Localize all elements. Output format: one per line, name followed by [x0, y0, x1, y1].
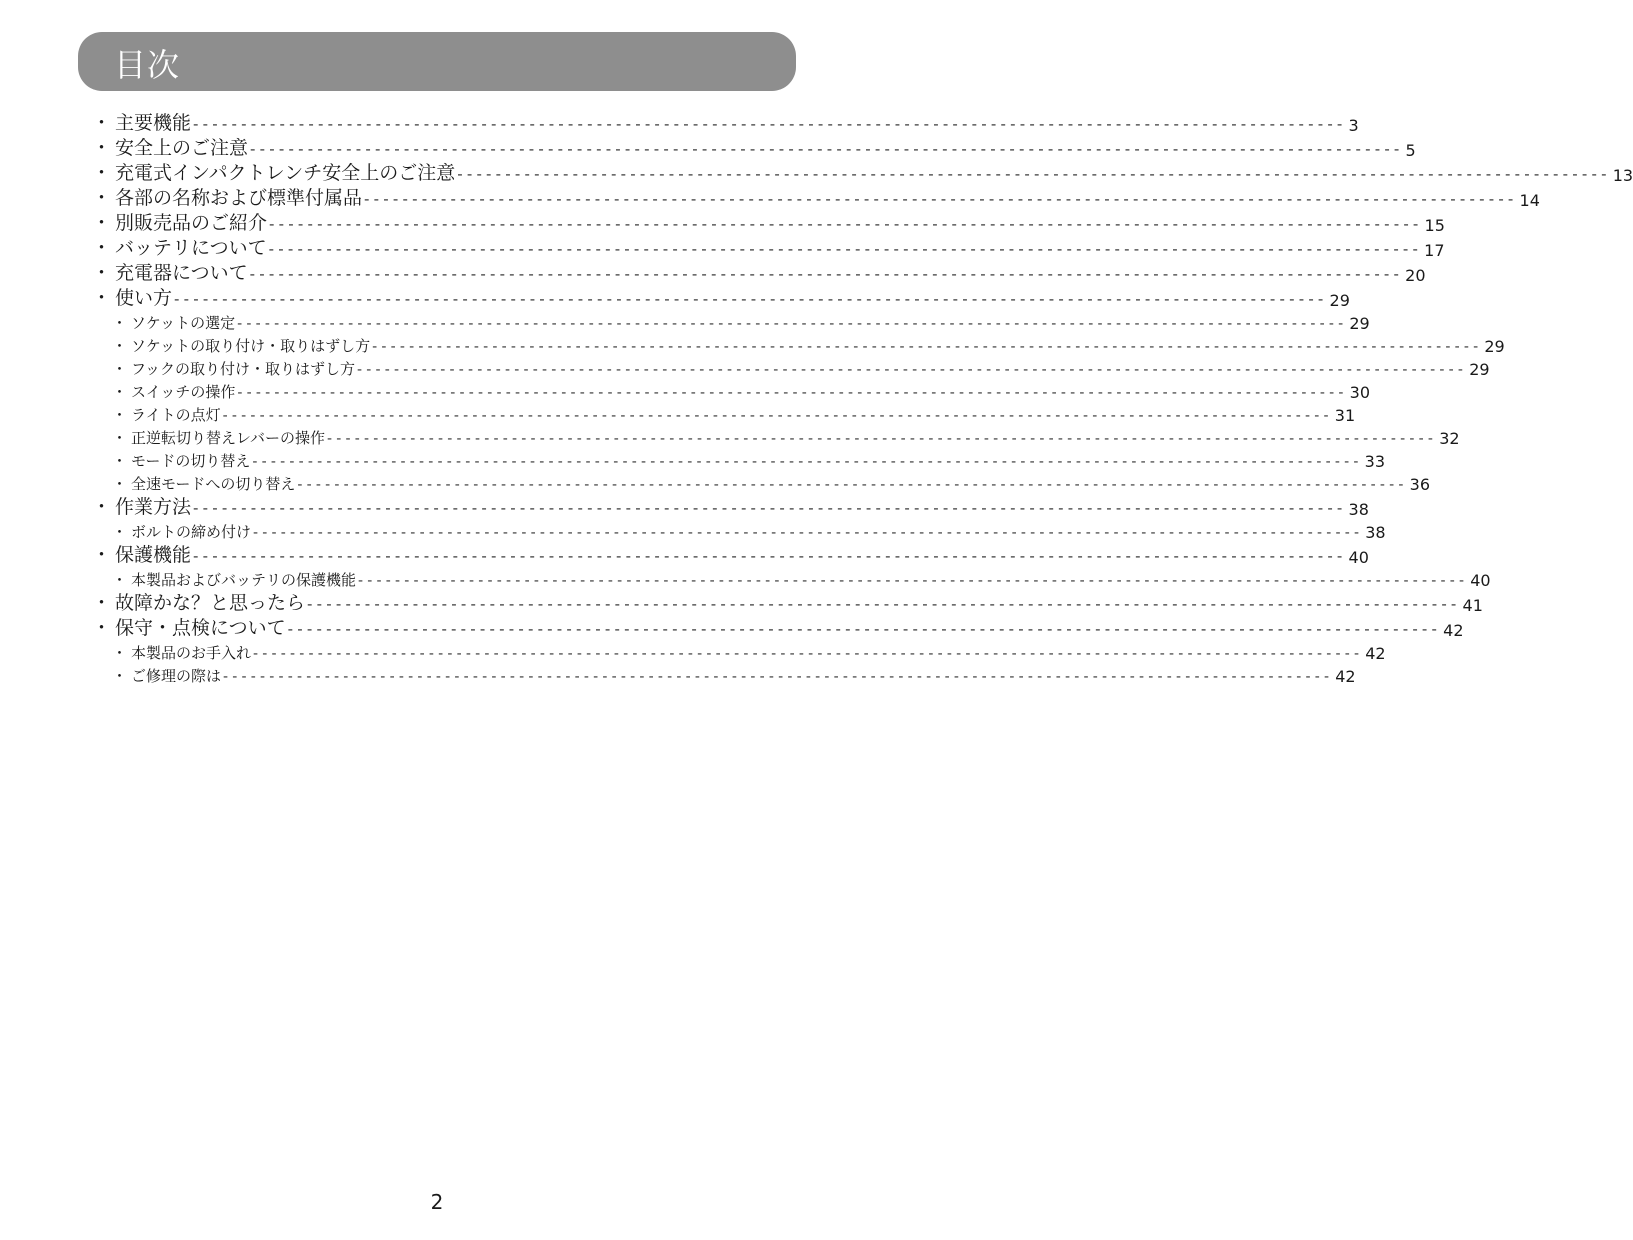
toc-entry[interactable]	[92, 425, 1460, 448]
toc-entry-text: フックの取り付け・取りはずし方	[131, 360, 355, 378]
toc-entry[interactable]	[92, 448, 1385, 471]
dot-leader: ------------------------------------------------------------------------------------------------------------------------	[253, 646, 1364, 662]
toc-page-number: 42	[1365, 644, 1386, 663]
toc-entry[interactable]	[92, 356, 1490, 379]
toc-entry-label	[92, 613, 286, 640]
toc-entry-label	[92, 158, 455, 185]
toc-page-number: 14	[1519, 191, 1540, 210]
toc-entry-label	[92, 258, 248, 285]
bullet-icon: ・	[112, 571, 128, 589]
toc-entry-text: 本製品のお手入れ	[131, 644, 252, 662]
toc-entry-text: 本製品およびバッテリの保護機能	[131, 571, 357, 589]
toc-page-number: 40	[1348, 548, 1369, 567]
toc-entry-text: バッテリについて	[115, 237, 267, 259]
toc-entry-text: 正逆転切り替えレバーの操作	[131, 429, 325, 447]
bullet-icon: ・	[112, 667, 128, 685]
toc-page-number: 29	[1484, 337, 1505, 356]
dot-leader: ------------------------------------------------------------------------------------------------------------------------	[457, 165, 1611, 183]
toc-page-number: 32	[1439, 429, 1460, 448]
toc-entry-label	[92, 183, 362, 210]
toc-entry-label	[112, 381, 235, 402]
toc-entry-text: モードの切り替え	[131, 452, 251, 470]
toc-entry[interactable]	[92, 333, 1505, 356]
toc-page-number: 30	[1349, 383, 1370, 402]
bullet-icon: ・	[92, 496, 112, 518]
dot-leader: ------------------------------------------------------------------------------------------------------------------------	[193, 115, 1347, 133]
toc-page-number: 15	[1424, 216, 1445, 235]
toc-entry-text: ソケットの選定	[131, 314, 236, 332]
toc-entry-text: ご修理の際は	[131, 667, 222, 685]
bullet-icon: ・	[112, 429, 128, 447]
toc-page-number: 31	[1334, 406, 1356, 425]
toc-entry-text: スイッチの操作	[131, 383, 236, 401]
toc-page-number: 42	[1335, 667, 1356, 686]
toc-entry-label	[112, 335, 370, 356]
toc-page-number: 3	[1348, 116, 1359, 135]
dot-leader: ------------------------------------------------------------------------------------------------------------------------	[252, 454, 1363, 470]
dot-leader: ------------------------------------------------------------------------------------------------------------------------	[237, 316, 1348, 332]
dot-leader: ------------------------------------------------------------------------------------------------------------------------	[250, 140, 1404, 158]
toc-entry[interactable]	[92, 494, 1369, 519]
dot-leader: ------------------------------------------------------------------------------------------------------------------------	[287, 620, 1442, 638]
dot-leader: ------------------------------------------------------------------------------------------------------------------------	[174, 290, 1328, 308]
toc-entry[interactable]	[92, 310, 1370, 333]
toc-entry-text: 主要機能	[115, 112, 192, 134]
dot-leader: ------------------------------------------------------------------------------------------------------------------------	[237, 385, 1348, 401]
toc-entry-text: 保守・点検について	[115, 617, 286, 639]
toc-entry-text: 故障かな？と思ったら	[115, 592, 306, 614]
bullet-icon: ・	[112, 406, 128, 424]
bullet-icon: ・	[92, 137, 112, 159]
toc-entry-text: 充電式インパクトレンチ安全上のご注意	[115, 162, 456, 184]
toc-entry-text: 充電器について	[115, 262, 248, 284]
toc-entry-label	[112, 521, 251, 542]
toc-page-number: 42	[1443, 621, 1464, 640]
toc-entry-label	[92, 540, 191, 567]
bullet-icon: ・	[112, 383, 128, 401]
bullet-icon: ・	[92, 544, 112, 566]
toc-entry-label	[112, 358, 355, 379]
bullet-icon: ・	[112, 452, 128, 470]
toc-entry[interactable]	[92, 402, 1356, 425]
bullet-icon: ・	[112, 314, 128, 332]
dot-leader: ------------------------------------------------------------------------------------------------------------------------	[372, 339, 1483, 355]
toc-entry[interactable]	[92, 542, 1369, 567]
toc-page-number: 38	[1348, 500, 1369, 519]
table-of-contents	[92, 110, 1633, 686]
toc-entry[interactable]	[92, 210, 1445, 235]
toc-entry[interactable]	[92, 519, 1386, 542]
toc-page-number: 17	[1424, 241, 1445, 260]
toc-entry[interactable]	[92, 185, 1540, 210]
toc-entry-label	[112, 312, 235, 333]
bullet-icon: ・	[92, 212, 112, 234]
toc-entry[interactable]	[92, 567, 1491, 590]
toc-page-number: 33	[1364, 452, 1385, 471]
bullet-icon: ・	[112, 644, 128, 662]
dot-leader: ------------------------------------------------------------------------------------------------------------------------	[307, 595, 1461, 613]
toc-entry[interactable]	[92, 110, 1359, 135]
toc-page-number: 29	[1329, 291, 1350, 310]
bullet-icon: ・	[112, 360, 128, 378]
toc-entry-text: ライトの点灯	[131, 406, 221, 424]
toc-entry-label	[112, 473, 295, 494]
toc-entry-label	[92, 492, 191, 519]
toc-entry-text: 使い方	[115, 287, 173, 309]
toc-entry-text: 作業方法	[115, 496, 192, 518]
toc-entry-text: ソケットの取り付け・取りはずし方	[131, 337, 371, 355]
page-title: 目次	[114, 46, 181, 84]
bullet-icon: ・	[92, 112, 112, 134]
bullet-icon: ・	[92, 617, 112, 639]
toc-page-number: 20	[1405, 266, 1426, 285]
toc-entry-label	[92, 283, 172, 310]
toc-entry-label	[112, 665, 221, 686]
bullet-icon: ・	[92, 287, 112, 309]
toc-entry-label	[112, 404, 221, 425]
dot-leader: ------------------------------------------------------------------------------------------------------------------------	[193, 499, 1347, 517]
toc-page-number: 36	[1409, 475, 1430, 494]
toc-entry-label	[92, 208, 267, 235]
dot-leader: ------------------------------------------------------------------------------------------------------------------------	[356, 362, 1468, 378]
bullet-icon: ・	[92, 187, 112, 209]
bullet-icon: ・	[112, 475, 128, 493]
bullet-icon: ・	[92, 237, 112, 259]
toc-page-number: 41	[1462, 596, 1483, 615]
toc-entry-text: 全速モードへの切り替え	[131, 475, 296, 493]
dot-leader: ------------------------------------------------------------------------------------------------------------------------	[326, 431, 1438, 447]
toc-page-number: 29	[1349, 314, 1370, 333]
toc-entry-label	[92, 588, 305, 615]
toc-entry-text: ボルトの締め付け	[131, 523, 252, 541]
dot-leader: ------------------------------------------------------------------------------------------------------------------------	[297, 477, 1408, 493]
toc-entry[interactable]	[92, 160, 1633, 185]
dot-leader: ------------------------------------------------------------------------------------------------------------------------	[364, 190, 1518, 208]
toc-page-number: 5	[1405, 141, 1416, 160]
toc-entry-text: 別販売品のご紹介	[115, 212, 268, 234]
dot-leader: ------------------------------------------------------------------------------------------------------------------------	[268, 240, 1423, 258]
dot-leader: ------------------------------------------------------------------------------------------------------------------------	[223, 669, 1334, 685]
toc-entry[interactable]	[92, 235, 1445, 260]
dot-leader: ------------------------------------------------------------------------------------------------------------------------	[249, 265, 1404, 283]
toc-entry[interactable]	[92, 471, 1430, 494]
toc-entry[interactable]	[92, 615, 1464, 640]
bullet-icon: ・	[92, 262, 112, 284]
toc-entry-label	[112, 427, 325, 448]
toc-entry-text: 各部の名称および標準付属品	[115, 187, 363, 209]
toc-entry[interactable]	[92, 379, 1370, 402]
toc-title-bar	[78, 32, 796, 91]
toc-page-number: 38	[1365, 523, 1386, 542]
toc-entry[interactable]	[92, 663, 1356, 686]
bullet-icon: ・	[92, 162, 112, 184]
bullet-icon: ・	[112, 337, 128, 355]
bullet-icon: ・	[92, 592, 112, 614]
toc-entry-label	[92, 133, 248, 160]
toc-entry-label	[112, 642, 251, 663]
dot-leader: ------------------------------------------------------------------------------------------------------------------------	[222, 408, 1333, 424]
toc-entry-label	[112, 569, 356, 590]
toc-entry-label	[112, 450, 250, 471]
dot-leader: ------------------------------------------------------------------------------------------------------------------------	[269, 215, 1423, 233]
bullet-icon: ・	[112, 523, 128, 541]
toc-entry[interactable]	[92, 285, 1350, 310]
toc-entry-label	[92, 233, 267, 260]
toc-entry[interactable]	[92, 135, 1416, 160]
toc-entry[interactable]	[92, 640, 1386, 663]
toc-page-number: 40	[1470, 571, 1491, 590]
page-number: 2	[430, 1190, 444, 1214]
toc-entry-text: 保護機能	[115, 544, 192, 566]
dot-leader: ------------------------------------------------------------------------------------------------------------------------	[253, 525, 1364, 541]
toc-page-number: 13	[1612, 166, 1633, 185]
dot-leader: ------------------------------------------------------------------------------------------------------------------------	[358, 573, 1469, 589]
toc-entry-text: 安全上のご注意	[115, 137, 249, 159]
dot-leader: ------------------------------------------------------------------------------------------------------------------------	[193, 547, 1347, 565]
toc-entry[interactable]	[92, 260, 1426, 285]
toc-page-number: 29	[1469, 360, 1490, 379]
toc-entry-label	[92, 108, 191, 135]
toc-entry[interactable]	[92, 590, 1483, 615]
